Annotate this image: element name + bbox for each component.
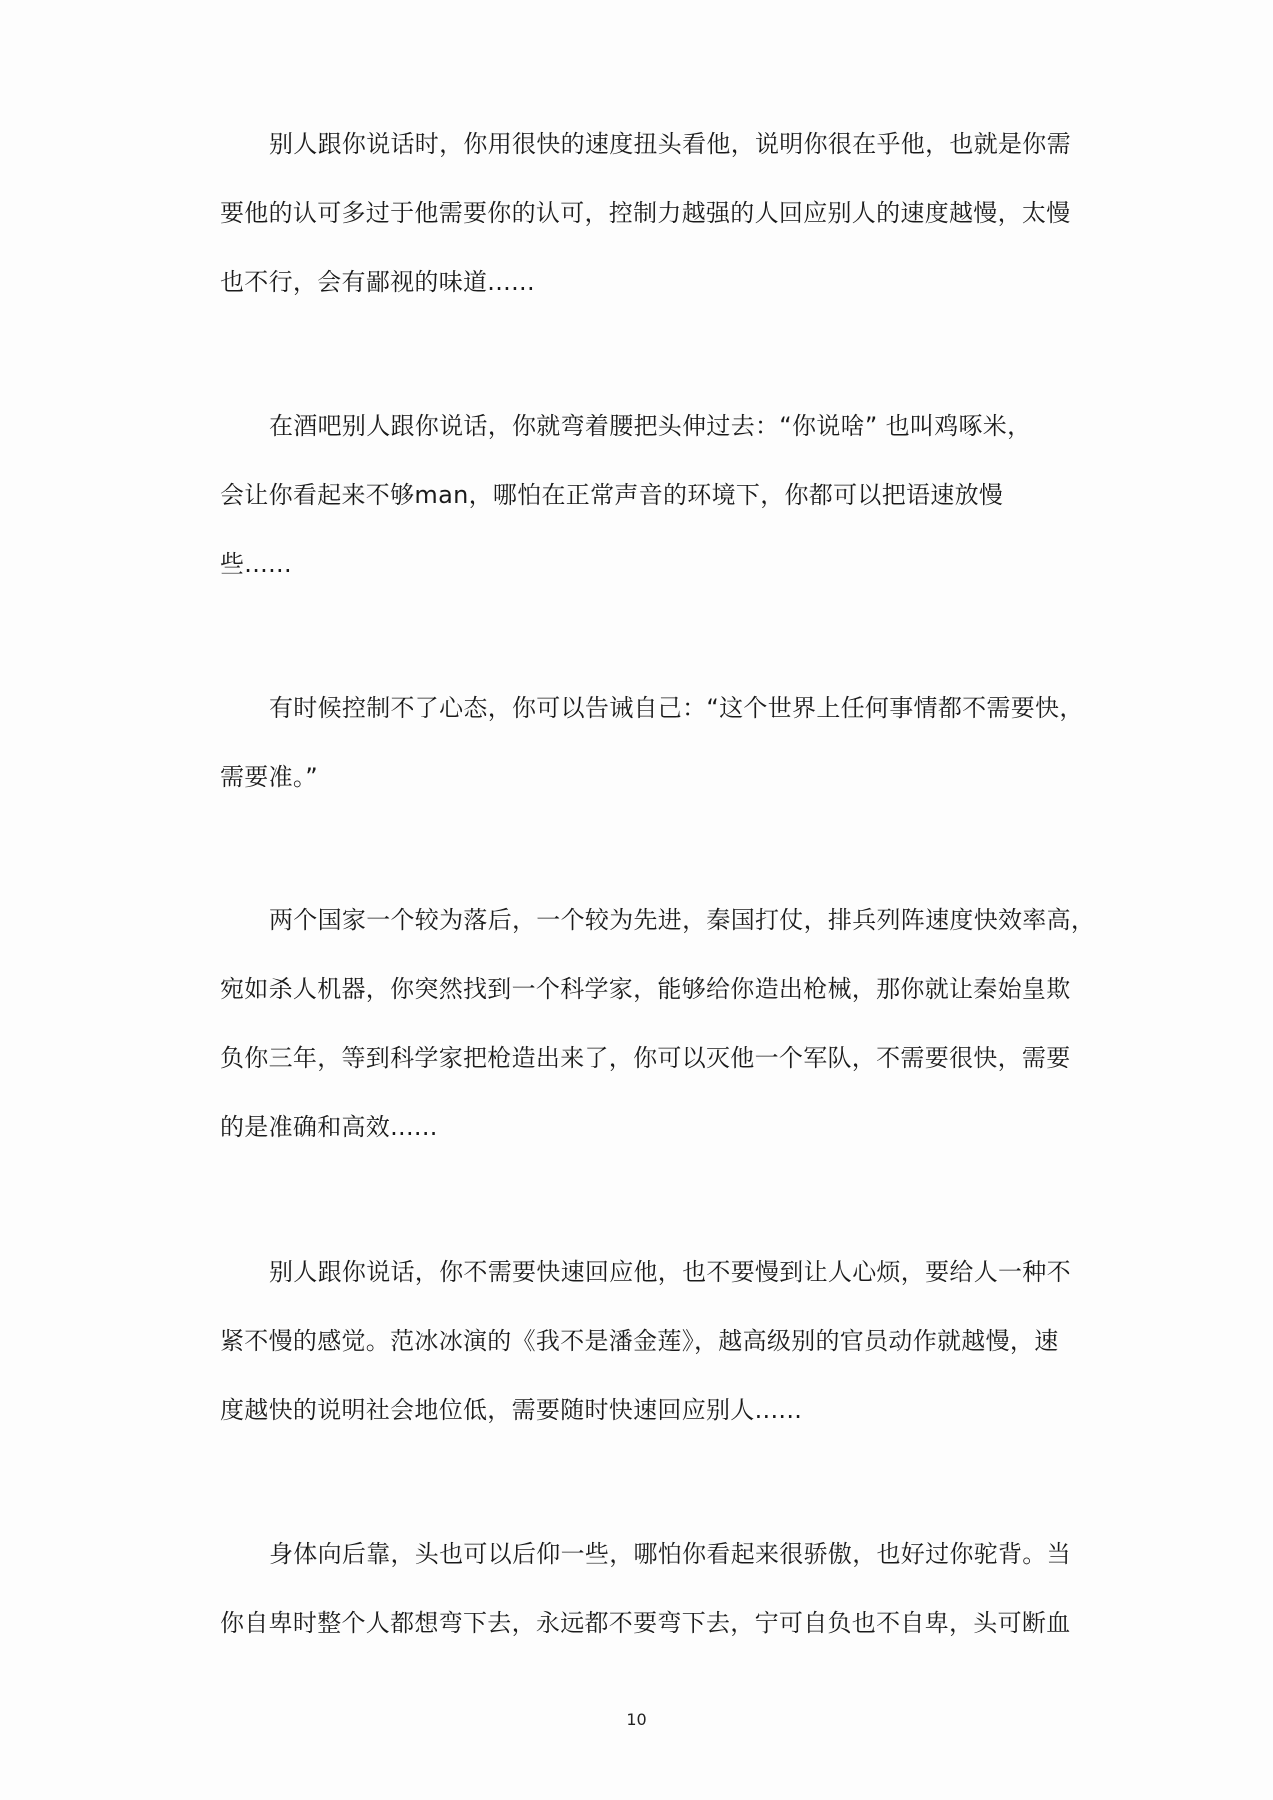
text-line: 度越快的说明社会地位低，需要随时快速回应别人......: [220, 1396, 803, 1424]
text-line: 在酒吧别人跟你说话，你就弯着腰把头伸过去：“你说啥” 也叫鸡啄米，: [269, 412, 1032, 440]
text-line: 些......: [220, 550, 292, 578]
paragraph-1: [220, 128, 1100, 298]
text-line: 身体向后靠，头也可以后仰一些，哪怕你看起来很骄傲，也好过你驼背。当: [269, 1540, 1071, 1568]
paragraph-6: [220, 1538, 1100, 1639]
text-line: 要他的认可多过于他需要你的认可，控制力越强的人回应别人的速度越慢，太慢: [220, 199, 1071, 227]
text-line: 两个国家一个较为落后，一个较为先进，秦国打仗，排兵列阵速度快效率高，: [269, 906, 1096, 934]
paragraph-4: [220, 904, 1100, 1143]
paragraph-2: [220, 410, 1100, 580]
text-line: 需要准。”: [220, 763, 318, 791]
text-line: 也不行，会有鄙视的味道......: [220, 268, 535, 296]
text-line: 别人跟你说话时，你用很快的速度扭头看他，说明你很在乎他，也就是你需: [269, 130, 1071, 158]
text-line: 负你三年，等到科学家把枪造出来了，你可以灭他一个军队，不需要很快，需要: [220, 1044, 1071, 1072]
text-line: 别人跟你说话，你不需要快速回应他，也不要慢到让人心烦，要给人一种不: [269, 1258, 1071, 1286]
text-line: 紧不慢的感觉。范冰冰演的《我不是潘金莲》，越高级别的官员动作就越慢，速: [220, 1327, 1059, 1355]
paragraph-3: [220, 692, 1100, 793]
text-line: 你自卑时整个人都想弯下去，永远都不要弯下去，宁可自负也不自卑，头可断血: [220, 1609, 1071, 1637]
text-line: 宛如杀人机器，你突然找到一个科学家，能够给你造出枪械，那你就让秦始皇欺: [220, 975, 1071, 1003]
page-number: 10: [626, 1710, 647, 1729]
text-line: 会让你看起来不够man，哪怕在正常声音的环境下，你都可以把语速放慢: [220, 481, 1004, 509]
paragraph-5: [220, 1256, 1100, 1426]
text-line: 的是准确和高效......: [220, 1113, 438, 1141]
text-line: 有时候控制不了心态，你可以告诫自己：“这个世界上任何事情都不需要快，: [269, 694, 1084, 722]
